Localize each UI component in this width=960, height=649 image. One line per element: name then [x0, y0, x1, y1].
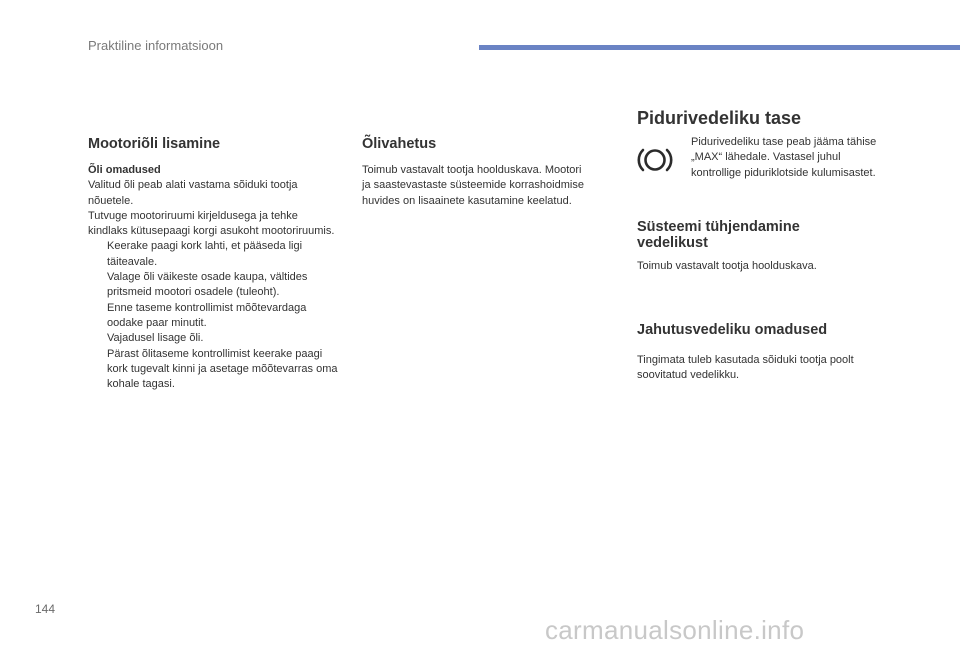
system-drain-body: Toimub vastavalt tootja hoolduskava. [637, 260, 817, 272]
oil-change-body: Toimub vastavalt tootja hoolduskava. Mootori ja saastevastaste süsteemide korrashoidmise huvides on lisaainete kasutamine keelatud. [362, 164, 584, 207]
list-item: Pärast õlitaseme kontrollimist keerake paagi kork tugevalt kinni ja asetage mõõtevarras oma kohale tagasi. [107, 347, 338, 391]
paragraph: Tutvuge mootoriruumi kirjeldusega ja tehke kindlaks kütusepaagi korgi asukoht mootoriruumis. [88, 209, 335, 238]
list-item: Keerake paagi kork lahti, et pääseda ligi täiteavale. [107, 240, 303, 268]
section-title-engine-oil: Mootoriõli lisamine [88, 136, 221, 152]
header-title: Praktiline informatsioon [88, 38, 224, 53]
section-title-brake-fluid: Pidurivedeliku tase [637, 108, 802, 128]
watermark: carmanualsonline.info [545, 615, 805, 645]
coolant-body: Tingimata tuleb kasutada sõiduki tootja poolt soovitatud vedelikku. [637, 354, 854, 382]
section-title-system-drain: Süsteemi tühjendamine vedelikust [637, 219, 800, 251]
oil-bullets [88, 239, 340, 392]
brake-fluid-body: Pidurivedeliku tase peab jääma tähise „MAX“ lähedale. Vastasel juhul kontrollige piduriklotside kulumisastet. [691, 136, 877, 179]
engine-oil-body [88, 163, 340, 392]
list-item: Enne taseme kontrollimist mõõtevardaga oodake paar minutit. [107, 301, 307, 329]
list-item: Valage õli väikeste osade kaupa, vältides pritsmeid mootori osadele (tuleoht). [107, 271, 308, 299]
list-item: Vajadusel lisage õli. [107, 332, 204, 345]
page-number: 144 [35, 602, 56, 616]
brake-warning-icon [637, 145, 673, 175]
section-title-coolant: Jahutusvedeliku omadused [637, 322, 828, 338]
paragraph: Valitud õli peab alati vastama sõiduki tootja nõuetele. [88, 179, 298, 207]
oil-properties-subhead: Õli omadused [88, 164, 161, 176]
header-accent-bar [479, 45, 960, 50]
section-title-oil-change: Õlivahetus [362, 136, 437, 152]
